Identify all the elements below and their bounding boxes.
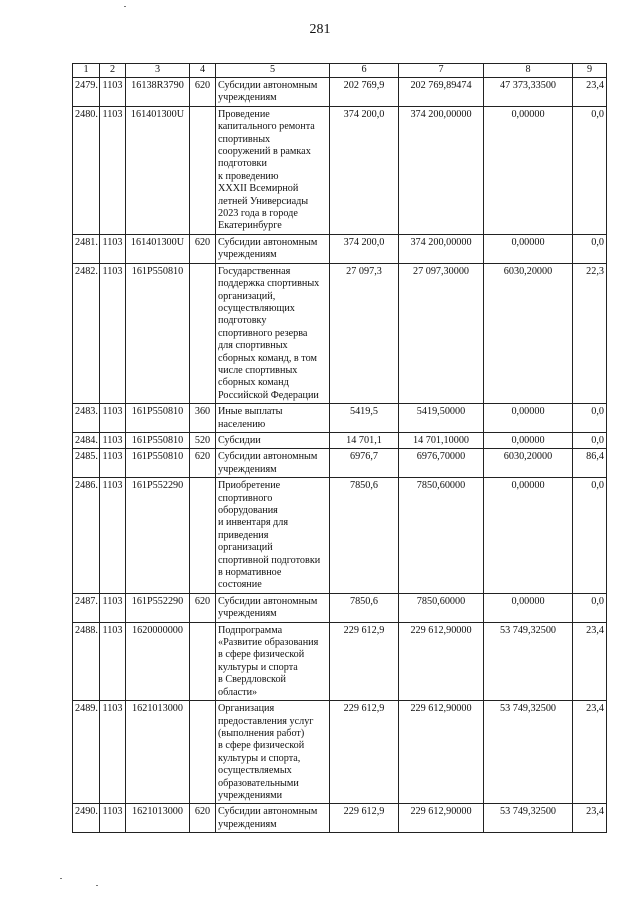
cell-plan: 14 701,1 bbox=[330, 432, 399, 448]
cell-target: 161P550810 bbox=[126, 449, 190, 478]
cell-approved: 229 612,90000 bbox=[399, 804, 484, 833]
cell-type bbox=[190, 622, 216, 700]
cell-type: 520 bbox=[190, 432, 216, 448]
cell-target: 1621013000 bbox=[126, 701, 190, 804]
scan-speck bbox=[96, 885, 98, 886]
cell-code: 1103 bbox=[100, 804, 126, 833]
cell-approved: 229 612,90000 bbox=[399, 701, 484, 804]
cell-percent: 0,0 bbox=[573, 404, 607, 433]
col-header: 5 bbox=[216, 64, 330, 78]
cell-n: 2485. bbox=[73, 449, 100, 478]
table-row bbox=[73, 106, 607, 234]
cell-code: 1103 bbox=[100, 622, 126, 700]
cell-executed: 53 749,32500 bbox=[484, 804, 573, 833]
cell-n: 2482. bbox=[73, 263, 100, 403]
cell-executed: 47 373,33500 bbox=[484, 78, 573, 107]
cell-name: Субсидии автономным учреждениям bbox=[216, 593, 330, 622]
cell-plan: 7850,6 bbox=[330, 478, 399, 594]
cell-name: Подпрограмма «Развитие образования в сфере физической культуры и спорта в Свердловской области» bbox=[216, 622, 330, 700]
cell-executed: 0,00000 bbox=[484, 404, 573, 433]
cell-n: 2487. bbox=[73, 593, 100, 622]
cell-executed: 53 749,32500 bbox=[484, 701, 573, 804]
table-row bbox=[73, 701, 607, 804]
budget-table bbox=[72, 63, 607, 833]
cell-name: Проведение капитального ремонта спортивных сооружений в рамках подготовки к проведению XXXII Всемирной летней Универсиады 2023 года в городе Екатеринбурге bbox=[216, 106, 330, 234]
table-row bbox=[73, 804, 607, 833]
table-row bbox=[73, 449, 607, 478]
cell-type bbox=[190, 263, 216, 403]
cell-plan: 374 200,0 bbox=[330, 234, 399, 263]
col-header: 6 bbox=[330, 64, 399, 78]
cell-target: 161P550810 bbox=[126, 404, 190, 433]
cell-code: 1103 bbox=[100, 263, 126, 403]
cell-type bbox=[190, 701, 216, 804]
table-row bbox=[73, 432, 607, 448]
cell-plan: 229 612,9 bbox=[330, 622, 399, 700]
cell-executed: 6030,20000 bbox=[484, 449, 573, 478]
cell-approved: 27 097,30000 bbox=[399, 263, 484, 403]
cell-percent: 86,4 bbox=[573, 449, 607, 478]
table-row bbox=[73, 404, 607, 433]
cell-executed: 0,00000 bbox=[484, 432, 573, 448]
cell-approved: 229 612,90000 bbox=[399, 622, 484, 700]
cell-executed: 6030,20000 bbox=[484, 263, 573, 403]
cell-target: 161P552290 bbox=[126, 593, 190, 622]
cell-percent: 0,0 bbox=[573, 432, 607, 448]
col-header: 1 bbox=[73, 64, 100, 78]
cell-plan: 5419,5 bbox=[330, 404, 399, 433]
cell-code: 1103 bbox=[100, 106, 126, 234]
table-row bbox=[73, 234, 607, 263]
cell-n: 2489. bbox=[73, 701, 100, 804]
cell-executed: 53 749,32500 bbox=[484, 622, 573, 700]
cell-n: 2486. bbox=[73, 478, 100, 594]
cell-executed: 0,00000 bbox=[484, 234, 573, 263]
cell-type: 620 bbox=[190, 804, 216, 833]
cell-name: Субсидии автономным учреждениям bbox=[216, 449, 330, 478]
cell-type: 620 bbox=[190, 593, 216, 622]
cell-code: 1103 bbox=[100, 701, 126, 804]
cell-plan: 27 097,3 bbox=[330, 263, 399, 403]
cell-name: Субсидии автономным учреждениям bbox=[216, 234, 330, 263]
cell-approved: 6976,70000 bbox=[399, 449, 484, 478]
cell-code: 1103 bbox=[100, 234, 126, 263]
cell-code: 1103 bbox=[100, 432, 126, 448]
col-header: 9 bbox=[573, 64, 607, 78]
col-header: 3 bbox=[126, 64, 190, 78]
col-header: 4 bbox=[190, 64, 216, 78]
cell-name: Субсидии bbox=[216, 432, 330, 448]
cell-code: 1103 bbox=[100, 478, 126, 594]
cell-name: Приобретение спортивного оборудования и инвентаря для приведения организаций спортивной подготовки в нормативное состояние bbox=[216, 478, 330, 594]
scan-speck bbox=[124, 6, 126, 7]
table-row bbox=[73, 263, 607, 403]
table-row bbox=[73, 622, 607, 700]
cell-approved: 374 200,00000 bbox=[399, 106, 484, 234]
cell-type: 620 bbox=[190, 78, 216, 107]
cell-n: 2484. bbox=[73, 432, 100, 448]
cell-target: 161P552290 bbox=[126, 478, 190, 594]
page-number: 281 bbox=[309, 22, 331, 37]
cell-name: Государственная поддержка спортивных организаций, осуществляющих подготовку спортивного резерва для спортивных сборных команд, в том числе спортивных сборных команд Российской Федерации bbox=[216, 263, 330, 403]
cell-code: 1103 bbox=[100, 593, 126, 622]
cell-n: 2479. bbox=[73, 78, 100, 107]
cell-target: 161P550810 bbox=[126, 263, 190, 403]
cell-approved: 202 769,89474 bbox=[399, 78, 484, 107]
cell-name: Организация предоставления услуг (выполнения работ) в сфере физической культуры и спорта, осуществляемых образовательными учреждениями bbox=[216, 701, 330, 804]
cell-n: 2483. bbox=[73, 404, 100, 433]
cell-percent: 0,0 bbox=[573, 106, 607, 234]
cell-percent: 23,4 bbox=[573, 622, 607, 700]
cell-n: 2481. bbox=[73, 234, 100, 263]
col-header: 7 bbox=[399, 64, 484, 78]
cell-target: 1621013000 bbox=[126, 804, 190, 833]
table-header-row bbox=[73, 64, 607, 78]
cell-plan: 374 200,0 bbox=[330, 106, 399, 234]
cell-code: 1103 bbox=[100, 404, 126, 433]
col-header: 8 bbox=[484, 64, 573, 78]
cell-percent: 23,4 bbox=[573, 701, 607, 804]
table-row bbox=[73, 78, 607, 107]
cell-target: 161401300U bbox=[126, 106, 190, 234]
cell-target: 1620000000 bbox=[126, 622, 190, 700]
cell-percent: 0,0 bbox=[573, 234, 607, 263]
cell-type: 620 bbox=[190, 449, 216, 478]
cell-target: 16138R3790 bbox=[126, 78, 190, 107]
cell-plan: 229 612,9 bbox=[330, 804, 399, 833]
cell-n: 2490. bbox=[73, 804, 100, 833]
cell-n: 2480. bbox=[73, 106, 100, 234]
cell-type bbox=[190, 106, 216, 234]
cell-approved: 5419,50000 bbox=[399, 404, 484, 433]
cell-percent: 0,0 bbox=[573, 478, 607, 594]
cell-approved: 14 701,10000 bbox=[399, 432, 484, 448]
cell-plan: 202 769,9 bbox=[330, 78, 399, 107]
cell-name: Иные выплаты населению bbox=[216, 404, 330, 433]
cell-percent: 23,4 bbox=[573, 78, 607, 107]
cell-name: Субсидии автономным учреждениям bbox=[216, 78, 330, 107]
cell-plan: 6976,7 bbox=[330, 449, 399, 478]
cell-approved: 7850,60000 bbox=[399, 593, 484, 622]
cell-executed: 0,00000 bbox=[484, 478, 573, 594]
cell-n: 2488. bbox=[73, 622, 100, 700]
cell-executed: 0,00000 bbox=[484, 593, 573, 622]
cell-percent: 22,3 bbox=[573, 263, 607, 403]
cell-plan: 7850,6 bbox=[330, 593, 399, 622]
cell-executed: 0,00000 bbox=[484, 106, 573, 234]
cell-plan: 229 612,9 bbox=[330, 701, 399, 804]
cell-type: 620 bbox=[190, 234, 216, 263]
scan-speck bbox=[60, 878, 62, 879]
cell-percent: 23,4 bbox=[573, 804, 607, 833]
cell-name: Субсидии автономным учреждениям bbox=[216, 804, 330, 833]
cell-type bbox=[190, 478, 216, 594]
cell-target: 161401300U bbox=[126, 234, 190, 263]
table-row bbox=[73, 478, 607, 594]
cell-target: 161P550810 bbox=[126, 432, 190, 448]
cell-percent: 0,0 bbox=[573, 593, 607, 622]
table-row bbox=[73, 593, 607, 622]
cell-approved: 7850,60000 bbox=[399, 478, 484, 594]
cell-approved: 374 200,00000 bbox=[399, 234, 484, 263]
cell-code: 1103 bbox=[100, 449, 126, 478]
cell-type: 360 bbox=[190, 404, 216, 433]
cell-code: 1103 bbox=[100, 78, 126, 107]
col-header: 2 bbox=[100, 64, 126, 78]
